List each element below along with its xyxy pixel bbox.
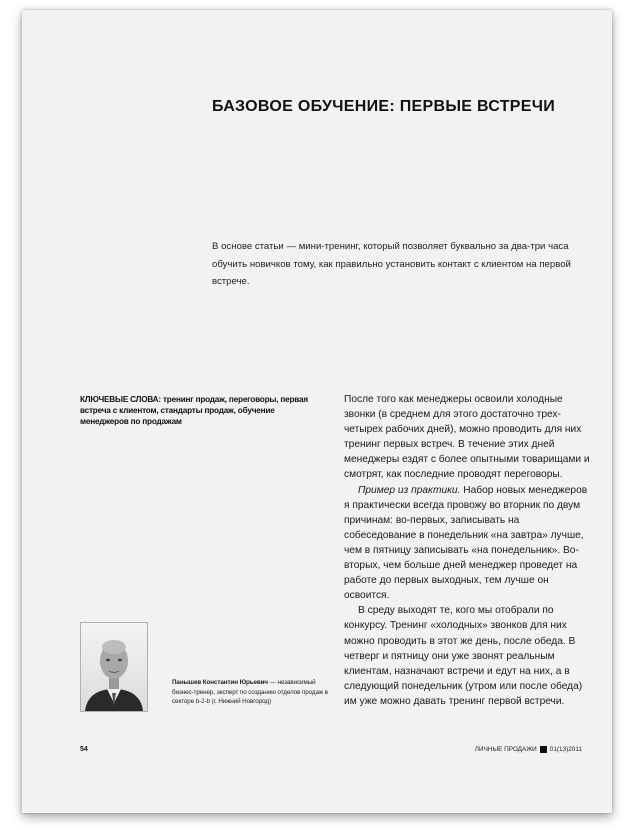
keywords-text: тренинг продаж, переговоры, первая встреча с клиентом, стандарты продаж, обучение менеджеров по продажам xyxy=(80,395,308,426)
square-icon xyxy=(540,746,547,753)
page-number: 54 xyxy=(80,746,88,753)
magazine-page xyxy=(22,10,612,813)
example-label: Пример из практики. xyxy=(358,484,461,496)
author-portrait-icon xyxy=(81,623,147,711)
body-paragraph-2 xyxy=(344,483,594,604)
keywords-block xyxy=(80,394,320,427)
article-title: БАЗОВОЕ ОБУЧЕНИЕ: ПЕРВЫЕ ВСТРЕЧИ xyxy=(212,98,556,115)
author-name: Панышев Константин Юрьевич xyxy=(172,679,268,686)
magazine-name: ЛИЧНЫЕ ПРОДАЖИ xyxy=(474,746,537,753)
author-caption xyxy=(172,678,332,707)
article-lead: В основе статьи — мини-тренинг, который позволяет буквально за два-три часа обучить новичков тому, как правильно установить контакт с клиентом на первой встрече. xyxy=(212,241,571,287)
author-photo xyxy=(80,622,148,712)
issue-number: 01(13)2011 xyxy=(549,746,582,753)
body-paragraph-3: В среду выходят те, кого мы отобрали по конкурсу. Тренинг «холодных» звонков для них можно проводить в этот же день, после обеда. В четверг и пятницу они уже звонят реальным клиентам, назначают встречи и едут на них, а в следующий понедельник (утром или после обеда) им уже можно давать тренинг первой встречи. xyxy=(344,605,583,707)
keywords-label: КЛЮЧЕВЫЕ СЛОВА: xyxy=(80,395,161,404)
article-body xyxy=(344,392,594,709)
author-bio: — независимый бизнес-тренер, эксперт по созданию отделов продаж в секторе b-2-b (г. Нижний Новгород) xyxy=(172,679,328,706)
body-paragraph-2-text: Набор новых менеджеров я практически всегда провожу во вторник по двум причинам: во-первых, записывать на собеседование в понедельник «на завтра» лучше, чем в пятницу записывать «на понедельник». Во-вторых, чем больше дней менеджер проведет на работе до первых выходных, тем лучше он освоится. xyxy=(344,484,588,602)
footer-magazine-info xyxy=(475,746,582,753)
body-paragraph-1: После того как менеджеры освоили холодные звонки (в среднем для этого достаточно трех-четырех рабочих дней), можно проводить для них тренинг первых встреч. В течение этих дней менеджеры ездят с более опытными товарищами и смотрят, как последние проводят переговоры. xyxy=(344,394,590,481)
